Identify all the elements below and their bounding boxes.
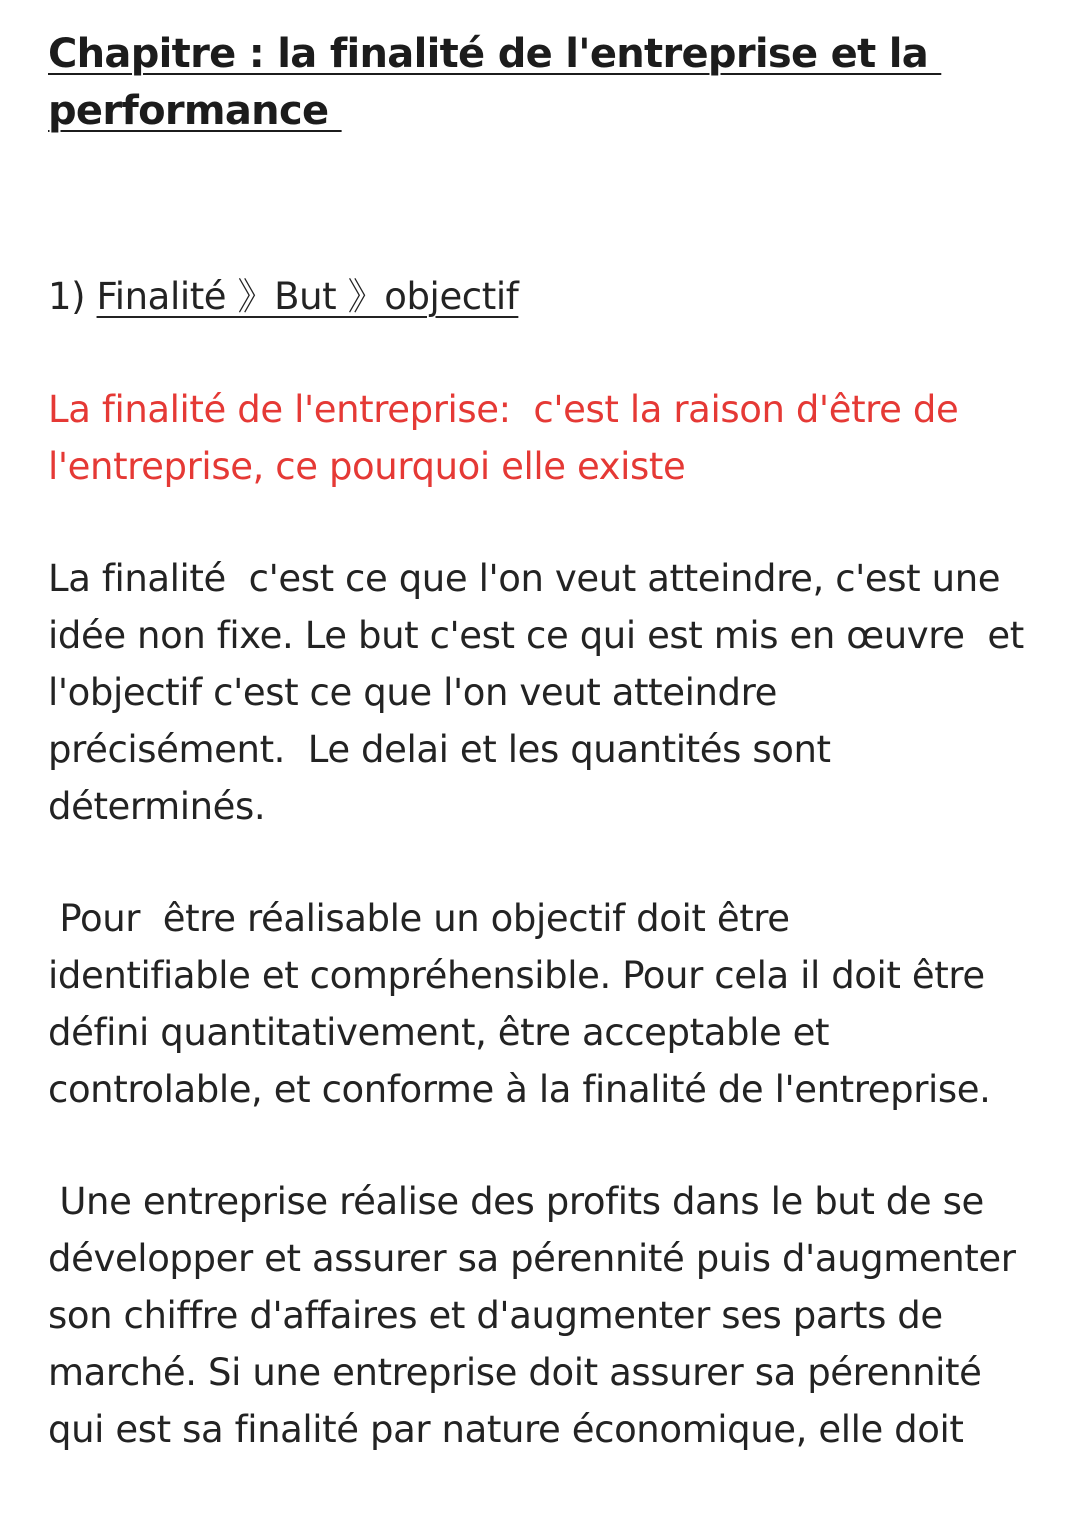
definition-text — [48, 381, 1038, 495]
section-heading — [48, 268, 1038, 326]
paragraph-line: déterminés. — [48, 785, 266, 828]
paragraph-line: développer et assurer sa pérennité puis d'augmenter — [48, 1237, 1016, 1280]
paragraph-line: Une entreprise réalise des profits dans le but de se — [48, 1180, 984, 1223]
paragraph-line: Pour être réalisable un objectif doit être — [48, 897, 790, 940]
paragraph-line: controlable, et conforme à la finalité de l'entreprise. — [48, 1068, 991, 1111]
chapter-title-line-2: performance — [48, 88, 342, 134]
definition-line: La finalité de l'entreprise: c'est la raison d'être de — [48, 388, 959, 431]
section-number: 1) — [48, 275, 97, 318]
paragraph-line: défini quantitativement, être acceptable et — [48, 1011, 830, 1054]
paragraph-line: identifiable et compréhensible. Pour cela il doit être — [48, 954, 985, 997]
paragraph-line: qui est sa finalité par nature économique, elle doit — [48, 1408, 964, 1451]
section-title: Finalité 》But 》objectif — [96, 275, 519, 318]
chapter-title — [48, 26, 1038, 140]
paragraph-1 — [48, 550, 1038, 835]
paragraph-line: précisément. Le delai et les quantités sont — [48, 728, 831, 771]
document-page — [48, 26, 1038, 1458]
definition-line: l'entreprise, ce pourquoi elle existe — [48, 445, 686, 488]
paragraph-line: marché. Si une entreprise doit assurer sa pérennité — [48, 1351, 982, 1394]
paragraph-line: son chiffre d'affaires et d'augmenter ses parts de — [48, 1294, 943, 1337]
paragraph-line: La finalité c'est ce que l'on veut atteindre, c'est une — [48, 557, 1001, 600]
paragraph-3 — [48, 1173, 1038, 1458]
chapter-title-line-1: Chapitre : la finalité de l'entreprise et la — [48, 31, 942, 77]
paragraph-line: idée non fixe. Le but c'est ce qui est mis en œuvre et — [48, 614, 1024, 657]
paragraph-2 — [48, 890, 1038, 1118]
paragraph-line: l'objectif c'est ce que l'on veut atteindre — [48, 671, 777, 714]
